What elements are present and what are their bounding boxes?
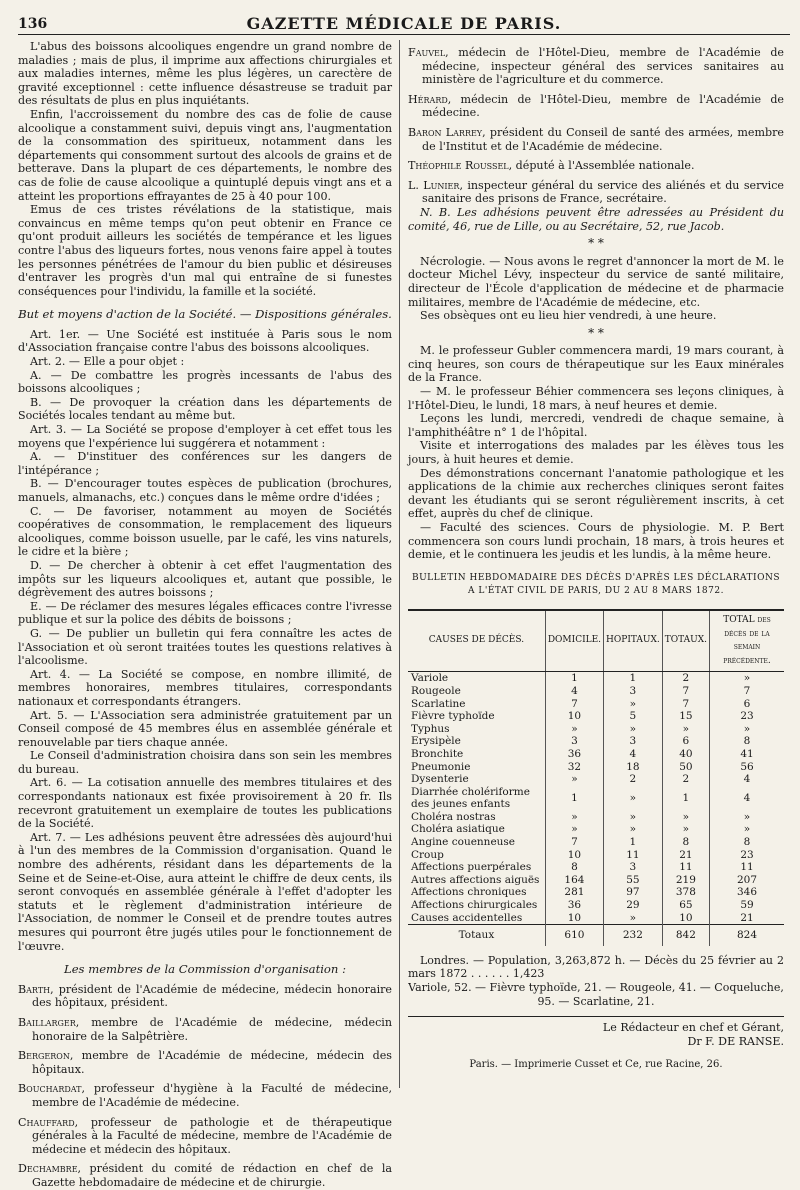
member-entry	[408, 126, 784, 153]
value-cell: »	[545, 723, 603, 736]
article: D. — De chercher à obtenir à cet effet l'augmentation des impôts sur les liqueurs alcooliques et, autant que possible, le dégrèvement des autres boissons ;	[18, 558, 392, 600]
value-cell: 11	[662, 861, 709, 874]
member-entry	[408, 179, 784, 206]
value-cell: »	[604, 811, 663, 824]
value-cell: 4	[545, 685, 603, 698]
separator-stars: * *	[588, 325, 604, 340]
necrology-paragraph: Nécrologie. — Nous avons le regret d'annoncer la mort de M. le docteur Michel Lévy, inspecteur du service de santé militaire, directeur de l'École d'application de médecine et de pharmacie militaires, membre de l'Académie de médecine, etc.	[408, 254, 784, 309]
cause-cell: Fièvre typhoïde	[411, 710, 495, 723]
value-cell: »	[545, 773, 603, 786]
member-name: Baillarger	[18, 1015, 76, 1029]
member-entry	[18, 1162, 392, 1189]
value-cell: 8	[545, 861, 603, 874]
intro-paragraph: Emus de ces tristes révélations de la statistique, mais convaincus en même temps qu'on peut obtenir en France ce qu'ont produit ailleurs les sociétés de tempérance et les ligues contre l'abus des liqueurs fortes, nous venons faire appel à toutes les personnes pénétrées de l'amour du bien public et désireuses d'entraver les progrès d'un mal qui entraîne de si funestes conséquences pour l'individu, la famille et la société.	[18, 203, 392, 298]
value-cell: »	[662, 811, 709, 824]
cause-cell: Choléra nostras	[411, 810, 496, 823]
article: Art. 4. — La Société se compose, en nombre illimité, de membres honoraires, membres titulaires, correspondants nationaux et correspondants étrangers.	[18, 667, 392, 708]
article: A. — D'instituer des conférences sur les dangers de l'intépérance ;	[18, 450, 392, 477]
value-cell: 7	[545, 698, 603, 711]
value-cell: 36	[545, 748, 603, 761]
intro-paragraph: L'abus des boissons alcooliques engendre un grand nombre de maladies ; mais de plus, il imprime aux affections chirurgiales et aux maladies internes, même les plus légères, un carectère de gravité exceptionnel : cette influence désastreuse se traduit par des résultats de plus en plus inquiétants.	[18, 40, 392, 108]
member-name: Dechambre	[18, 1162, 78, 1176]
value-cell: 3	[604, 685, 663, 698]
value-cell: 97	[604, 886, 663, 899]
news-paragraph: Visite et interrogations des malades par les élèves tous les jours, à huit heures et demie.	[408, 439, 784, 467]
article: Art. 6. — La cotisation annuelle des membres titulaires et des correspondants nationaux est fixée provisoirement à 20 fr. Ils recevront gratuitement un exemplaire de toutes les publications de la Société.	[18, 776, 392, 831]
member-name: Bergeron	[18, 1049, 70, 1063]
value-cell: 207	[710, 874, 785, 887]
article: B. — De provoquer la création dans les départements de Sociétés locales tendant au même but.	[18, 395, 392, 423]
cause-cell: Scarlatine	[411, 697, 466, 710]
value-cell: 6	[662, 735, 709, 748]
signature	[408, 1016, 784, 1048]
member-entry	[408, 93, 784, 120]
member-text: , professeur d'hygiène à la Faculté de médecine, membre de l'Académie de médecine.	[32, 1082, 392, 1109]
value-cell: 10	[662, 912, 709, 925]
value-cell: 29	[604, 899, 663, 912]
value-cell: 65	[662, 899, 709, 912]
member-name: Fauvel	[408, 46, 446, 59]
article: Le Conseil d'administration choisira dans son sein les membres du bureau.	[18, 749, 392, 776]
right-column	[408, 40, 784, 1072]
news-paragraph: Leçons les lundi, mercredi, vendredi de chaque semaine, à l'amphithéâtre n° 1 de l'hôpital.	[408, 412, 784, 439]
value-cell: 1	[662, 786, 709, 811]
table-row	[408, 899, 784, 912]
article: C. — De favoriser, notamment au moyen de Sociétés coopératives de consommation, le remplacement des liqueurs alcooliques, comme boisson usuelle, par le café, les vins naturels, le cidre et la bière ;	[18, 504, 392, 559]
value-cell: 55	[604, 874, 663, 887]
value-cell: 32	[545, 761, 603, 774]
table-row	[408, 735, 784, 748]
value-cell: 50	[662, 761, 709, 774]
value-cell: 23	[710, 710, 785, 723]
value-cell: 346	[710, 886, 785, 899]
member-text: , professeur de pathologie et de thérapeutique générales à la Faculté de médecine, membre de l'Académie de médecine et médecin des hôpitaux.	[32, 1115, 392, 1156]
page-number: 136	[18, 16, 48, 32]
left-column	[18, 40, 392, 1190]
value-cell: 59	[710, 899, 785, 912]
member-text: , député à l'Assemblée nationale.	[508, 159, 695, 173]
value-cell: 1	[604, 672, 663, 685]
cause-cell: Affections chirurgicales	[411, 899, 538, 912]
value-cell: 6	[710, 698, 785, 711]
table-row	[408, 698, 784, 711]
value-cell: »	[710, 811, 785, 824]
member-text: , inspecteur général du service des aliénés et du service sanitaire des prisons de France, secrétaire.	[422, 178, 784, 206]
value-cell: 56	[710, 761, 785, 774]
table-row	[408, 710, 784, 723]
table-row	[408, 685, 784, 698]
value-cell: 7	[710, 685, 785, 698]
value-cell: 21	[710, 912, 785, 925]
total-value: 842	[662, 925, 709, 946]
member-text: , président du comité de rédaction en chef de la Gazette hebdomadaire de médecine et de chirurgie.	[32, 1162, 392, 1189]
value-cell: 281	[545, 886, 603, 899]
value-cell: 36	[545, 899, 603, 912]
value-cell: 219	[662, 874, 709, 887]
table-row	[408, 836, 784, 849]
value-cell: 7	[662, 685, 709, 698]
value-cell: 3	[545, 735, 603, 748]
value-cell: 1	[545, 672, 603, 685]
table-row	[408, 823, 784, 836]
cause-cell: Variole	[411, 672, 449, 685]
table-row	[408, 811, 784, 824]
column-header: TOTAL des décès de la semain précédente.	[710, 610, 785, 672]
signature-line: Le Rédacteur en chef et Gérant,	[602, 1021, 784, 1035]
value-cell: 11	[604, 849, 663, 862]
necrology-paragraph: Ses obsèques ont eu lieu hier vendredi, à une heure.	[420, 309, 717, 323]
table-row	[408, 861, 784, 874]
column-header: TOTAUX.	[662, 610, 709, 672]
article: Art. 1er. — Une Société est instituée à Paris sous le nom d'Association française contre l'abus des boissons alcooliques.	[18, 327, 392, 355]
value-cell: »	[604, 823, 663, 836]
value-cell: 41	[710, 748, 785, 761]
news-paragraph: — M. le professeur Béhier commencera ses leçons cliniques, à l'Hôtel-Dieu, le lundi, 18 mars, à neuf heures et demie.	[408, 385, 784, 412]
value-cell: 4	[604, 748, 663, 761]
cause-cell: Erysipèle	[411, 735, 461, 748]
table-row	[408, 912, 784, 925]
article: Art. 5. — L'Association sera administrée gratuitement par un Conseil composé de 45 membres élus en assemblée générale et renouvelable par tiers chaque année.	[18, 708, 392, 749]
value-cell: »	[545, 811, 603, 824]
value-cell: 10	[545, 849, 603, 862]
article: Art. 2. — Elle a pour objet :	[30, 355, 185, 369]
article: E. — De réclamer des mesures légales efficaces contre l'ivresse publique et sur la police des débits de boissons ;	[18, 599, 392, 627]
total-label: Totaux	[408, 925, 545, 946]
table-row	[408, 874, 784, 887]
table-row	[408, 761, 784, 774]
cause-cell: Affections chroniques	[411, 886, 527, 899]
value-cell: 8	[662, 836, 709, 849]
value-cell: 164	[545, 874, 603, 887]
column-header: HOPITAUX.	[604, 610, 663, 672]
table-row	[408, 723, 784, 736]
value-cell: 7	[662, 698, 709, 711]
deaths-table	[408, 609, 784, 946]
value-cell: 2	[662, 672, 709, 685]
member-entry	[18, 983, 392, 1010]
member-name: Théophile Roussel	[408, 159, 509, 173]
value-cell: 11	[710, 861, 785, 874]
value-cell: 40	[662, 748, 709, 761]
london-line: Londres. — Population, 3,263,872 h. — Décès du 25 février au 2 mars 1872 . . . . . . 1,423	[408, 953, 784, 981]
value-cell: 2	[604, 773, 663, 786]
member-text: , médecin de l'Hôtel-Dieu, membre de l'Académie de médecine.	[422, 92, 784, 120]
total-value: 610	[545, 925, 603, 946]
nota-bene: N. B. Les adhésions peuvent être adressées au Président du comité, 46, rue de Lille, ou au Secrétaire, 52, rue Jacob.	[408, 205, 784, 233]
table-row	[408, 786, 784, 811]
value-cell: 8	[710, 836, 785, 849]
value-cell: »	[710, 672, 785, 685]
article: B. — D'encourager toutes espèces de publication (brochures, manuels, almanachs, etc.) conçues dans le même ordre d'idées ;	[18, 477, 392, 504]
member-name: Barth	[18, 982, 51, 996]
table-row	[408, 672, 784, 685]
article: Art. 7. — Les adhésions peuvent être adressées dès aujourd'hui à l'un des membres de la Commission d'organisation. Quand le nombre des adhérents, résidant dans les départements de la Seine et de Seine-et-Oise, aura atteint le chiffre de deux cents, ils seront convoqués en assemblée générale à l'effet d'adopter les statuts et le règlement d'administration intérieure de l'Association, de nommer le Conseil et de prendre toutes autres mesures qui pourront être jugés utiles pour le fonctionnement de l'œuvre.	[18, 830, 392, 953]
value-cell: »	[662, 723, 709, 736]
page-title: GAZETTE MÉDICALE DE PARIS.	[246, 14, 562, 33]
news-paragraph: M. le professeur Gubler commencera mardi, 19 mars courant, à cinq heures, son cours de thérapeutique sur les Eaux minérales de la France.	[408, 344, 784, 385]
value-cell: 5	[604, 710, 663, 723]
value-cell: 8	[710, 735, 785, 748]
signature-name: Dr F. DE RANSE.	[687, 1034, 784, 1048]
value-cell: »	[604, 698, 663, 711]
table-row	[408, 773, 784, 786]
intro-paragraph: Enfin, l'accroissement du nombre des cas de folie de cause alcoolique a constamment suivi, depuis vingt ans, l'augmentation de la consommation des spiritueux, notamment dans les départements qui consomment surtout des alcools de grains et de betterave. Dans la plupart de ces départements, le nombre des cas de folie de cause alcoolique a quintuplé depuis vingt ans et a atteint les proportions effrayantes de 25 à 40 pour 100.	[18, 107, 392, 203]
value-cell: 4	[710, 786, 785, 811]
member-name: Baron Larrey	[408, 125, 483, 139]
total-value: 232	[604, 925, 663, 946]
member-text: , président du Conseil de santé des armées, membre de l'Institut et de l'Académie de médecine.	[422, 125, 784, 153]
member-name: L. Lunier	[408, 178, 460, 192]
member-text: , médecin de l'Hôtel-Dieu, membre de l'Académie de médecine, inspecteur général des services sanitaires au ministère de l'agriculture et du commerce.	[422, 46, 784, 87]
column-header: DOMICILE.	[545, 610, 603, 672]
total-value: 824	[710, 925, 785, 946]
value-cell: »	[545, 823, 603, 836]
member-entry	[18, 1116, 392, 1157]
member-name: Hérard	[408, 92, 448, 106]
cause-cell: Causes accidentelles	[411, 911, 523, 924]
value-cell: 23	[710, 849, 785, 862]
table-row	[408, 849, 784, 862]
table-row	[408, 748, 784, 761]
page-header	[18, 12, 790, 35]
value-cell: »	[604, 786, 663, 811]
value-cell: »	[604, 723, 663, 736]
members-title: Les membres de la Commission d'organisation :	[64, 962, 346, 977]
cause-cell: Diarrhée cholériforme des jeunes enfants	[411, 785, 530, 811]
column-header: CAUSES DE DÉCÈS.	[408, 610, 545, 672]
member-text: , membre de l'Académie de médecine, médecin honoraire de la Salpêtrière.	[32, 1015, 392, 1043]
member-entry	[408, 159, 784, 173]
article: G. — De publier un bulletin qui fera connaître les actes de l'Association et où seront traitées toutes les questions relatives à l'alcoolisme.	[18, 626, 392, 668]
value-cell: 2	[662, 773, 709, 786]
total-row	[408, 925, 784, 946]
article: A. — De combattre les progrès incessants de l'abus des boissons alcooliques ;	[18, 368, 392, 396]
separator-stars: * *	[588, 236, 604, 251]
value-cell: 4	[710, 773, 785, 786]
value-cell: 3	[604, 735, 663, 748]
value-cell: 15	[662, 710, 709, 723]
value-cell: 21	[662, 849, 709, 862]
value-cell: »	[662, 823, 709, 836]
london-stats	[408, 954, 784, 1008]
member-entry	[18, 1082, 392, 1109]
member-text: , membre de l'Académie de médecine, médecin des hôpitaux.	[32, 1049, 392, 1076]
cause-cell: Typhus	[411, 722, 450, 735]
article: Art. 3. — La Société se propose d'employer à cet effet tous les moyens que l'expérience lui suggérera et notamment :	[18, 423, 392, 450]
member-name: Chauffard	[18, 1115, 75, 1129]
london-line: Variole, 52. — Fièvre typhoïde, 21. — Rougeole, 41. — Coqueluche, 95. — Scarlatine, 21.	[408, 981, 784, 1008]
cause-cell: Rougeole	[411, 684, 461, 697]
cause-cell: Bronchite	[411, 747, 464, 760]
section-title: But et moyens d'action de la Société. — Dispositions générales.	[18, 307, 392, 322]
value-cell: »	[710, 723, 785, 736]
value-cell: 378	[662, 886, 709, 899]
value-cell: 3	[604, 861, 663, 874]
cause-cell: Angine couenneuse	[411, 836, 516, 849]
value-cell: »	[710, 823, 785, 836]
news-paragraph: — Faculté des sciences. Cours de physiologie. M. P. Bert commencera son cours lundi prochain, 18 mars, à trois heures et demie, et le continuera les jeudis et les lundis, à la même heure.	[408, 521, 784, 562]
cause-cell: Choléra asiatique	[411, 823, 505, 836]
member-name: Bouchardat	[18, 1082, 82, 1096]
member-entry	[18, 1049, 392, 1076]
value-cell: 1	[545, 786, 603, 811]
member-entry	[18, 1016, 392, 1043]
member-entry	[408, 46, 784, 87]
value-cell: 10	[545, 912, 603, 925]
cause-cell: Autres affections aiguës	[411, 873, 540, 886]
table-row	[408, 886, 784, 899]
imprint: Paris. — Imprimerie Cusset et Ce, rue Racine, 26.	[469, 1059, 723, 1071]
table-header-row	[408, 610, 784, 672]
news-paragraph: Des démonstrations concernant l'anatomie pathologique et les applications de la chimie aux recherches cliniques seront faites devant les étudiants qui se seront régulièrement inscrits, à cet effet, auprès du chef de clinique.	[408, 466, 784, 521]
value-cell: »	[604, 912, 663, 925]
cause-cell: Dysenterie	[411, 773, 469, 786]
cause-cell: Croup	[411, 848, 444, 861]
column-divider	[399, 40, 400, 1088]
value-cell: 10	[545, 710, 603, 723]
bulletin-title: BULLETIN HEBDOMADAIRE DES DÉCÈS D'APRÈS LES DÉCLARATIONS A L'ÉTAT CIVIL DE PARIS, DU 2 AU 8 MARS 1872.	[411, 572, 780, 597]
cause-cell: Affections puerpérales	[411, 861, 532, 874]
cause-cell: Pneumonie	[411, 760, 471, 773]
value-cell: 18	[604, 761, 663, 774]
value-cell: 7	[545, 836, 603, 849]
member-text: , président de l'Académie de médecine, médecin honoraire des hôpitaux, président.	[32, 982, 392, 1010]
value-cell: 1	[604, 836, 663, 849]
